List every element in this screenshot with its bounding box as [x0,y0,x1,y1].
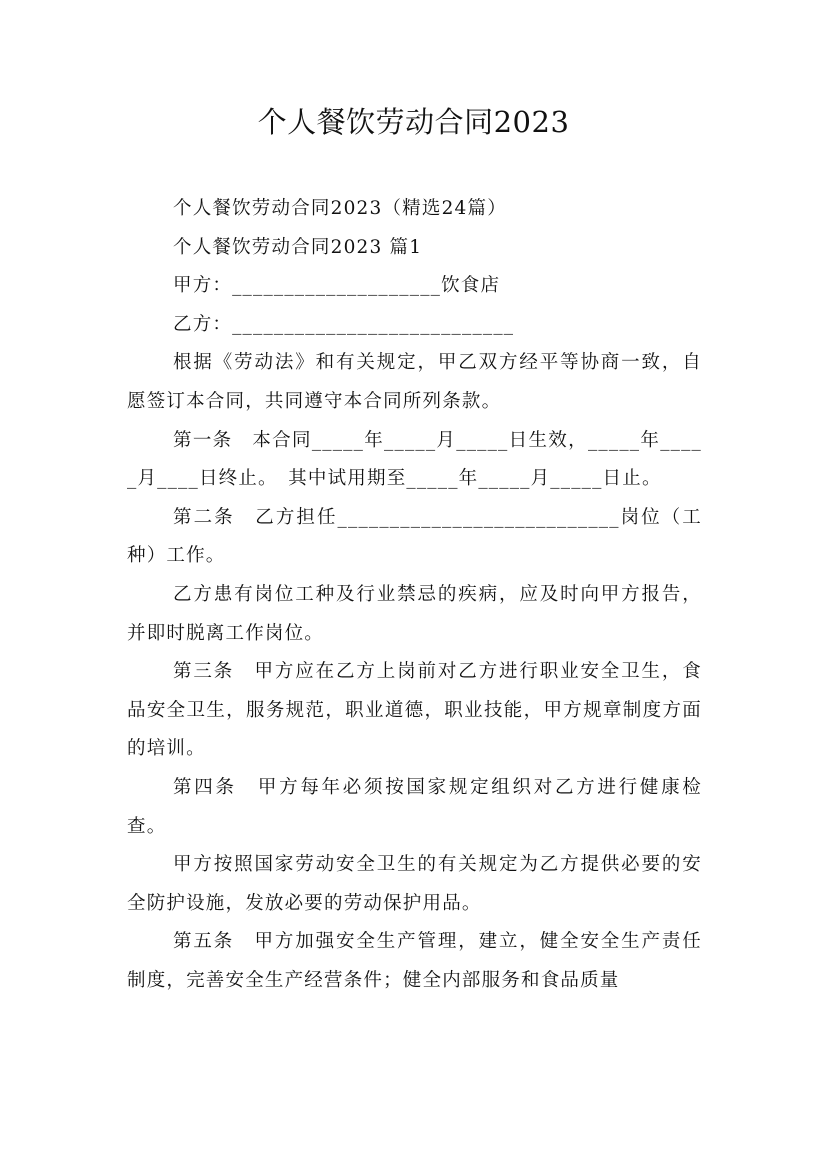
document-body [127,190,702,1000]
paragraph-subtitle: 个人餐饮劳动合同2023（精选24篇） [173,198,507,219]
paragraph-party-a: 甲方：____________________饮食店 [173,275,501,297]
paragraph-preamble: 根据《劳动法》和有关规定，甲乙双方经平等协商一致，自愿签订本合同，共同遵守本合同所列条款。 [127,352,702,412]
paragraph-article-1: 第一条 本合同_____年_____月_____日生效，_____年_____月____日终止。 其中试用期至_____年_____月_____日止。 [127,429,702,490]
paragraph-article-5: 第五条 甲方加强安全生产管理，建立，健全安全生产责任制度，完善安全生产经营条件；健全内部服务和食品质量 [127,931,702,991]
paragraph-article-4-note: 甲方按照国家劳动安全卫生的有关规定为乙方提供必要的安全防护设施，发放必要的劳动保护用品。 [127,854,702,914]
paragraph-article-4: 第四条 甲方每年必须按国家规定组织对乙方进行健康检查。 [127,776,702,837]
paragraph-article-2-note: 乙方患有岗位工种及行业禁忌的疾病，应及时向甲方报告，并即时脱离工作岗位。 [127,583,702,644]
paragraph-article-2: 第二条 乙方担任___________________________岗位（工种）工作。 [127,506,702,567]
paragraph-article-3: 第三条 甲方应在乙方上岗前对乙方进行职业安全卫生，食品安全卫生，服务规范，职业道德，职业技能，甲方规章制度方面的培训。 [127,661,702,760]
paragraph-party-b: 乙方：___________________________ [173,313,515,335]
document-title: 个人餐饮劳动合同2023 [257,105,570,139]
paragraph-section-heading: 个人餐饮劳动合同2023 篇1 [173,236,423,258]
